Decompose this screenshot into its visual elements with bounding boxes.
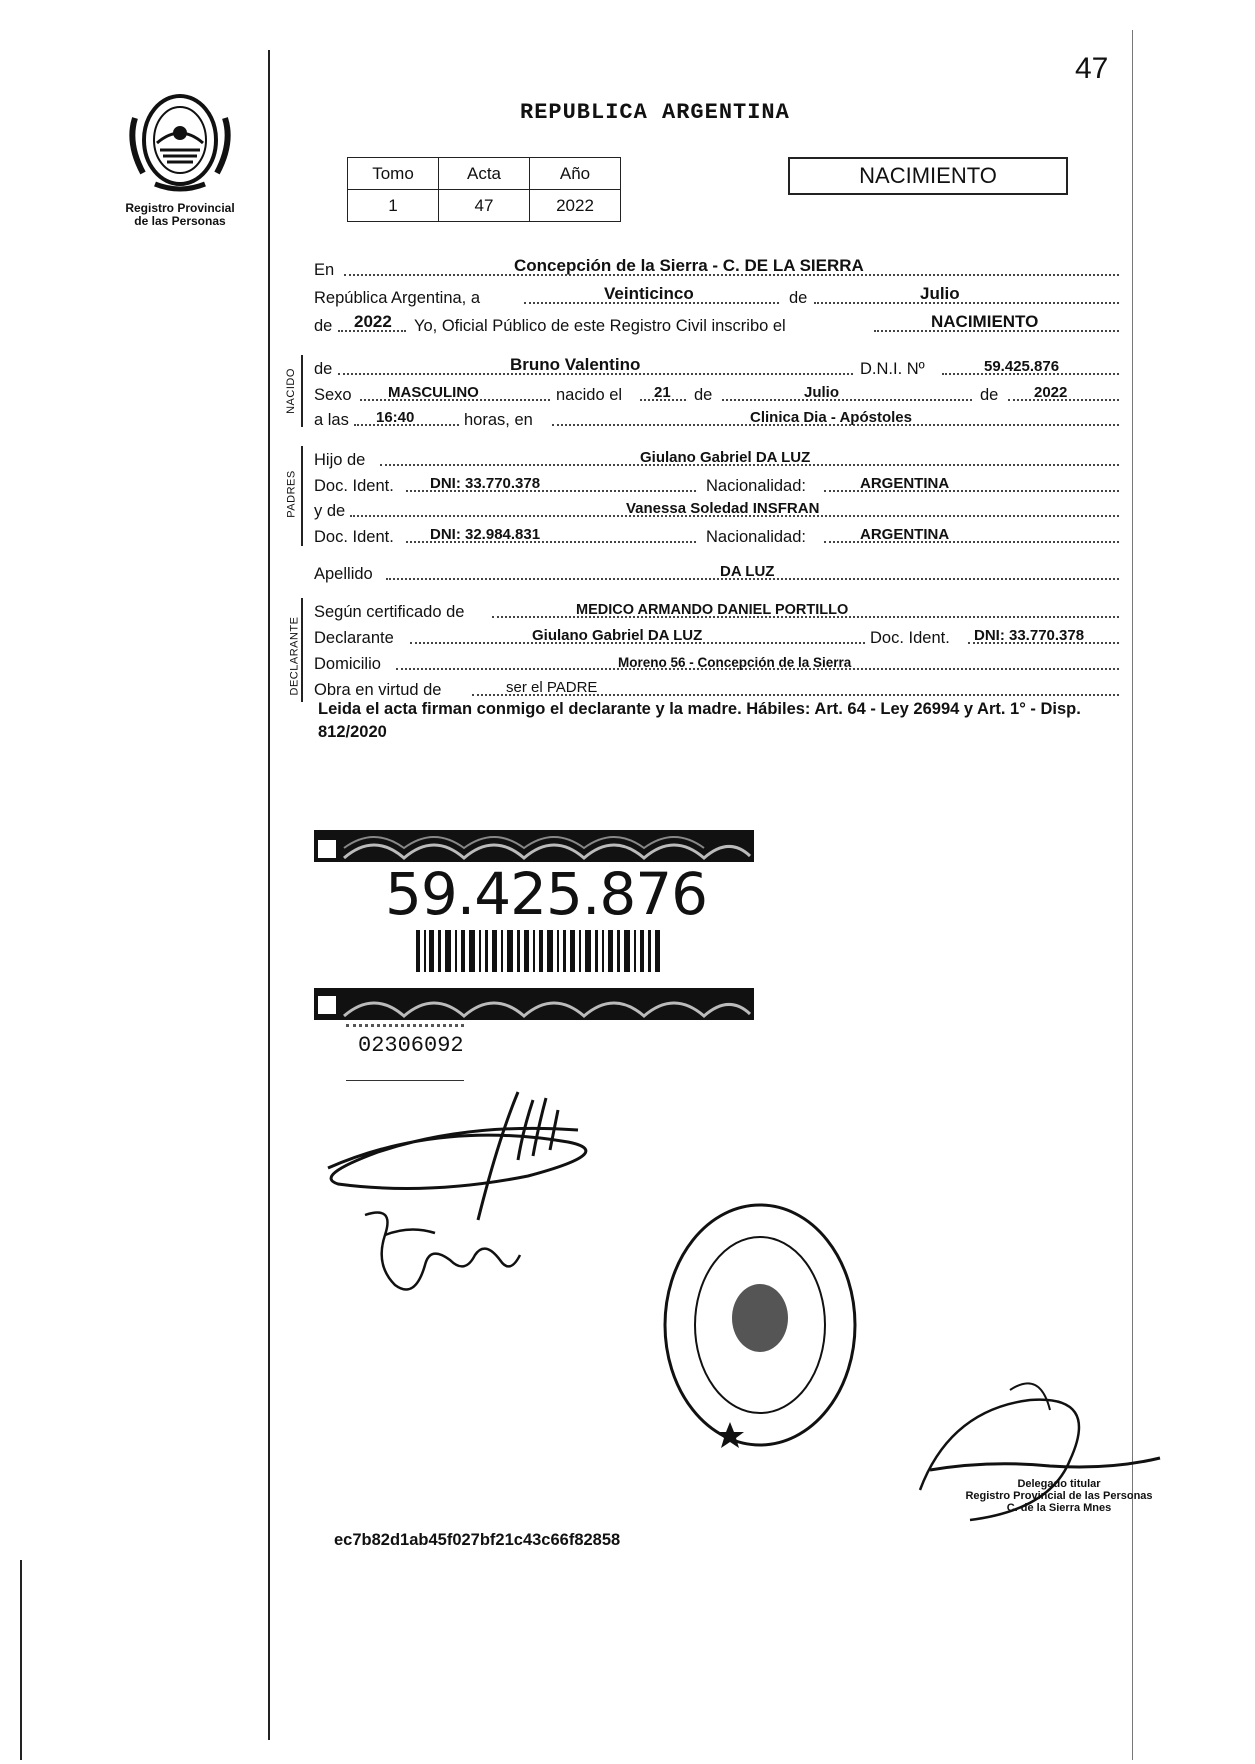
margin-rule — [268, 50, 270, 1740]
value-father-doc: DNI: 33.770.378 — [430, 475, 541, 492]
official-stamp — [660, 1200, 860, 1450]
section-label-padres: PADRES — [285, 470, 298, 518]
value-birth-time: 16:40 — [376, 409, 415, 426]
barcode-icon — [416, 930, 666, 972]
value-mother-name: Vanessa Soledad INSFRAN — [626, 500, 820, 517]
barcode-number: 59.425.876 — [385, 860, 708, 928]
registry-logo — [110, 88, 250, 228]
logo-caption-line: Registro Provincial — [125, 201, 235, 215]
official-caption-line: Delegado titular — [1017, 1478, 1101, 1490]
group-line-nacido — [301, 355, 303, 427]
closing-note: Leida el acta firman conmigo el declarante y la madre. Hábiles: Art. 64 - Ley 26994 y Art. 1° - Disp. 812/2020 — [318, 700, 1081, 741]
row-declarante — [314, 624, 1119, 650]
row-apellido — [314, 560, 1119, 586]
logo-caption-line: de las Personas — [134, 214, 226, 228]
row-father-doc — [314, 472, 1119, 498]
row-nacido-sex — [314, 381, 1119, 407]
label-apellido: Apellido — [314, 565, 373, 583]
control-number: 02306092 — [358, 1033, 464, 1058]
label-mother-nationality: Nacionalidad: — [706, 528, 806, 546]
barcode-decoration-top — [314, 830, 754, 862]
label-dni: D.N.I. Nº — [860, 360, 925, 378]
coat-of-arms-icon — [125, 88, 235, 193]
row-domicilio — [314, 650, 1119, 676]
value-day-words: Veinticinco — [604, 284, 694, 303]
value-mother-nationality: ARGENTINA — [860, 526, 950, 543]
value-certificado: MEDICO ARMANDO DANIEL PORTILLO — [576, 602, 849, 618]
section-label-declarante: DECLARANTE — [288, 616, 301, 696]
value-child-name: Bruno Valentino — [510, 355, 641, 374]
row-statement — [314, 312, 1119, 338]
label-sexo: Sexo — [314, 386, 352, 404]
document-title: REPUBLICA ARGENTINA — [520, 100, 790, 125]
group-line-declarante — [301, 598, 303, 702]
label-year-de: de — [314, 317, 333, 335]
row-nacido-name — [314, 355, 1119, 381]
label-y-de: y de — [314, 502, 346, 520]
label-statement: Yo, Oficial Público de este Registro Civil inscribo el — [414, 317, 786, 335]
label-nacido-de-2: de — [694, 386, 713, 404]
acta-header-acta: Acta — [439, 158, 530, 190]
official-signature-caption — [944, 1478, 1174, 1514]
value-apellido: DA LUZ — [720, 563, 775, 580]
value-obra: ser el PADRE — [506, 679, 598, 696]
label-nacido-de-3: de — [980, 386, 999, 404]
label-horas-en: horas, en — [464, 411, 533, 429]
value-declarante-doc: DNI: 33.770.378 — [974, 627, 1085, 644]
official-caption-line: C. de la Sierra Mnes — [1006, 1502, 1112, 1514]
acta-table — [347, 157, 621, 222]
value-year: 2022 — [354, 312, 392, 331]
acta-value-acta: 47 — [439, 190, 530, 222]
value-father-name: Giulano Gabriel DA LUZ — [640, 449, 811, 466]
value-birth-day: 21 — [654, 384, 671, 401]
section-label-nacido: NACIDO — [284, 368, 297, 414]
page-number: 47 — [1075, 52, 1109, 85]
value-mother-doc: DNI: 32.984.831 — [430, 526, 541, 543]
row-place — [314, 256, 1119, 282]
value-birth-place: Clinica Dia - Apóstoles — [750, 409, 912, 426]
record-kind-box: NACIMIENTO — [788, 157, 1068, 195]
row-father-name — [314, 446, 1119, 472]
label-en: En — [314, 261, 335, 279]
value-event: NACIMIENTO — [931, 312, 1039, 331]
label-father-doc: Doc. Ident. — [314, 477, 394, 495]
acta-header-anio: Año — [530, 158, 621, 190]
value-domicilio: Moreno 56 - Concepción de la Sierra — [618, 655, 852, 670]
value-declarante: Giulano Gabriel DA LUZ — [532, 627, 703, 644]
barcode-decoration-bottom — [314, 988, 754, 1020]
value-father-nationality: ARGENTINA — [860, 475, 950, 492]
group-line-padres — [301, 446, 303, 546]
label-certificado: Según certificado de — [314, 603, 465, 621]
label-nacido-el: nacido el — [556, 386, 623, 404]
label-declarante-doc: Doc. Ident. — [870, 629, 950, 647]
label-republica: República Argentina, a — [314, 289, 481, 307]
row-nacido-time — [314, 406, 1119, 432]
official-caption-line: Registro Provincial de las Personas — [965, 1490, 1153, 1502]
label-father-nationality: Nacionalidad: — [706, 477, 806, 495]
label-hijo-de: Hijo de — [314, 451, 366, 469]
label-nacido-de: de — [314, 360, 333, 378]
value-birth-year: 2022 — [1034, 384, 1068, 401]
left-edge-rule — [20, 1560, 22, 1760]
acta-header-tomo: Tomo — [348, 158, 439, 190]
document-hash: ec7b82d1ab45f027bf21c43c66f82858 — [334, 1531, 621, 1549]
value-birth-month: Julio — [804, 384, 840, 401]
value-child-dni: 59.425.876 — [984, 358, 1060, 375]
acta-value-anio: 2022 — [530, 190, 621, 222]
mother-signature — [355, 1205, 525, 1315]
label-domicilio: Domicilio — [314, 655, 381, 673]
acta-value-tomo: 1 — [348, 190, 439, 222]
row-mother-doc — [314, 523, 1119, 549]
label-mother-doc: Doc. Ident. — [314, 528, 394, 546]
row-mother-name — [314, 497, 1119, 523]
label-a-las: a las — [314, 411, 349, 429]
value-month: Julio — [920, 284, 960, 303]
label-declarante: Declarante — [314, 629, 394, 647]
label-obra: Obra en virtud de — [314, 681, 442, 699]
value-place: Concepción de la Sierra - C. DE LA SIERRA — [514, 256, 864, 275]
official-signature — [910, 1370, 1180, 1570]
label-de: de — [789, 289, 808, 307]
row-date — [314, 284, 1119, 310]
value-sexo: MASCULINO — [388, 384, 479, 401]
row-certificado — [314, 598, 1119, 624]
